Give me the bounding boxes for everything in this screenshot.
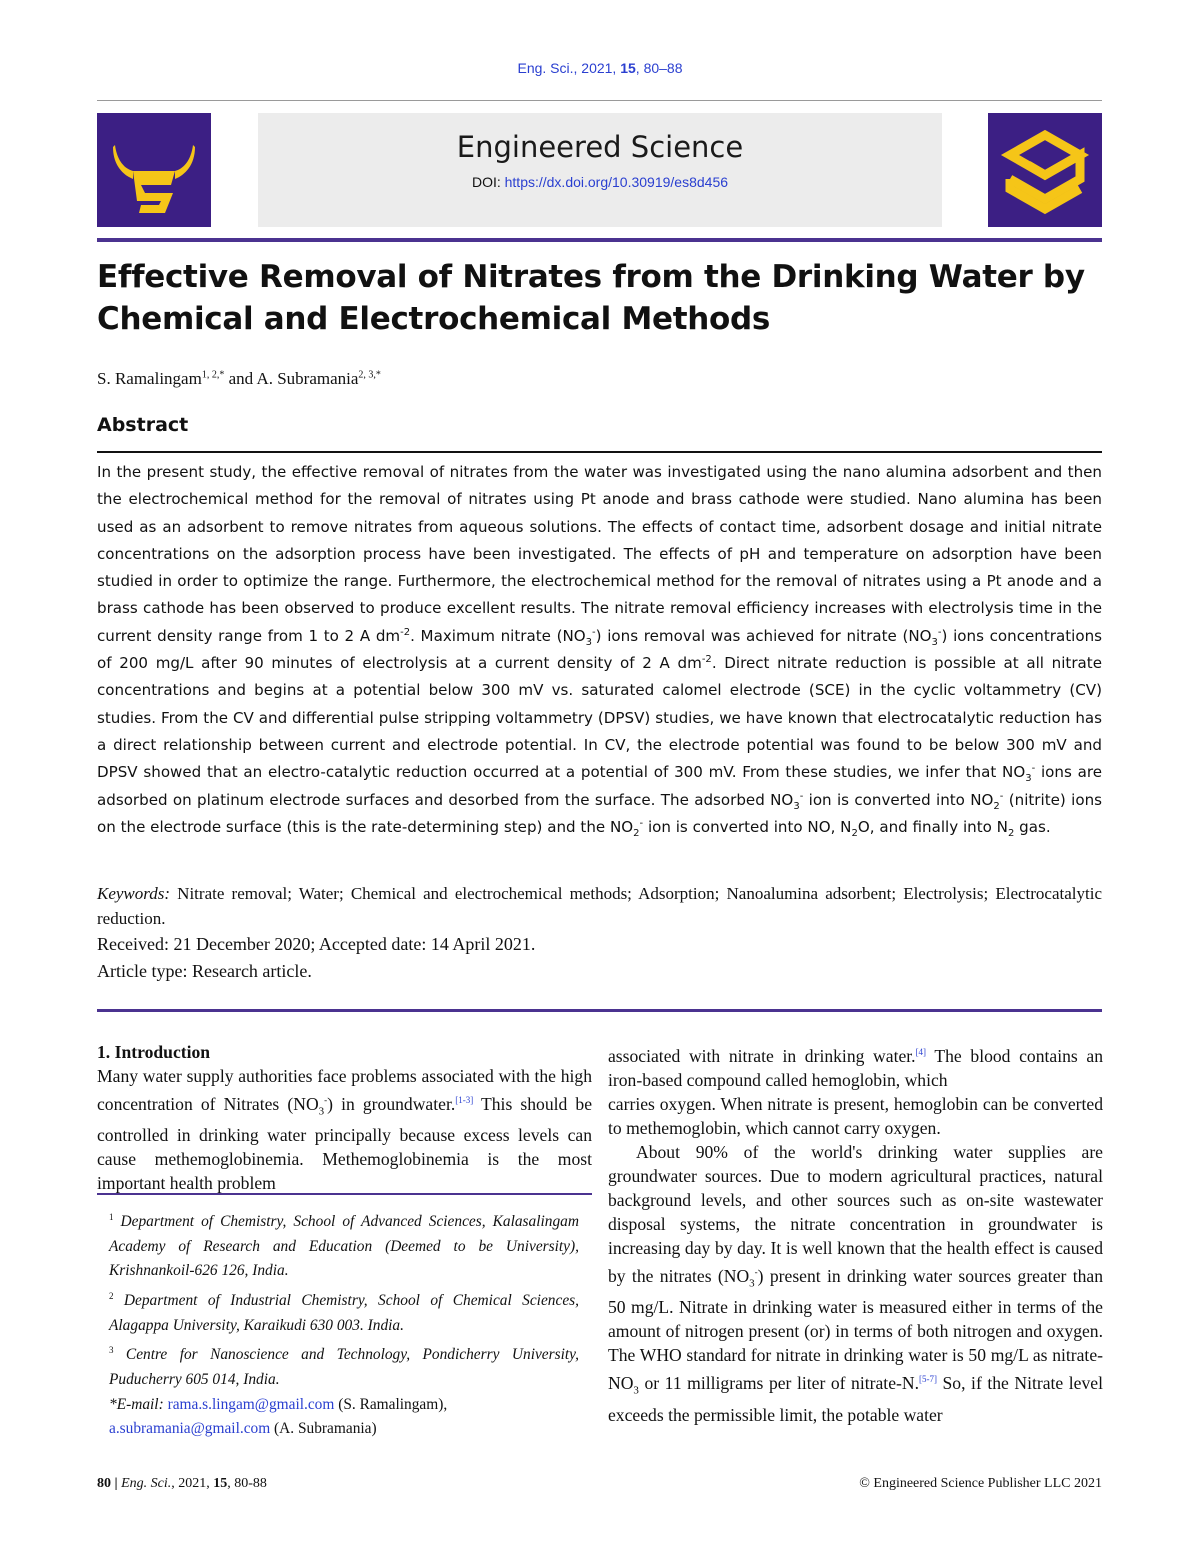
journal-logo-es-icon [988, 113, 1102, 227]
intro-paragraph: Many water supply authorities face problems associated with the high concentration of Nitrates $(NO_3^-)$ in groundwater.[1-3] This should be controlled in drinking water principally because excess levels can cause methemoglobinemia. Methemoglobinemia is the most important health problem [97, 1066, 593, 1194]
intro-paragraph: associated with nitrate in drinking water.[4] The blood contains an iron-based compound called hemoglobin, which [608, 1045, 1103, 1090]
citation-link[interactable]: [5-7] [918, 1374, 937, 1385]
copyright-notice: © Engineered Science Publisher LLC 2021 [859, 1476, 1102, 1491]
affiliation-1: $^1$ Department of Chemistry, School of Advanced Sciences, Kalasalingam Academy of Research and Education (Deemed to be University), Krishnankoil-626 126, India. [109, 1212, 579, 1280]
abstract-body: In the present study, the effective removal of nitrates from the water was investigated using the nano alumina adsorbent and then the electrochemical method for the removal of nitrates using Pt anode and brass cathode were studied. Nano alumina has been used as an adsorbent to remove nitrates from aqueous solutions. The effects of contact time, adsorbent dosage and initial nitrate concentrations on the adsorption process have been investigated. The effects of pH and temperature on adsorption have been studied in order to optimize the range. Furthermore, the electrochemical method for the removal of nitrates using a Pt anode and a brass cathode has been observed to produce excellent results. The nitrate removal efficiency increases with electrolysis time in the current density range from 1 to 2 A $dm^{-2}$. Maximum nitrate $(NO_3^-)$ ions removal was achieved for nitrate $(NO_3^-)$ ions concentrations of 200 mg/L after 90 minutes of electrolysis at a current density of 2 A $dm^{-2}$. Direct nitrate reduction is possible at all nitrate concentrations and begins at a potential below 300 mV vs. saturated calomel electrode (SCE) in the cyclic voltammetry (CV) studies. From the CV and differential pulse stripping voltammetry (DPSV) studies, we have known that electrocatalytic reduction has a direct relationship between current and electrode potential. In CV, the electrode potential was found to be below 300 mV and DPSV showed that an electro-catalytic reduction occurred at a potential of 300 mV. From these studies, we infer that $NO_3^-$ ions are adsorbed on platinum electrode surfaces and desorbed from the surface. The adsorbed $NO_3^-$ ion is converted into $NO_2^-$ (nitrite) ions on the electrode surface (this is the rate-determining step) and the $NO_2^-$ ion is converted into NO, $N_2O$, and finally into $N_2$ gas. [97, 463, 1103, 839]
journal-logo-bull-icon [97, 113, 211, 227]
journal-citation-pages: , 80–88 [635, 60, 683, 76]
affiliation-2: $^2$ Department of Industrial Chemistry, School of Chemical Sciences, Alagappa University, Karaikudi 630 003. India. [109, 1290, 579, 1334]
keywords-label: Keywords: [97, 884, 171, 903]
article-type: Article type: Research article. [97, 961, 312, 981]
section-heading: 1. Introduction [97, 1042, 211, 1062]
author-affiliation-marker: 1, 2,* [201, 369, 225, 381]
received-dates: Received: 21 December 2020; Accepted date: 14 April 2021. [97, 934, 536, 954]
author-line [97, 369, 381, 389]
email-line: a.subramania@gmail.com (A. Subramania) [109, 1420, 377, 1438]
intro-paragraph: About 90% of the world's drinking water supplies are groundwater sources. Due to modern agricultural practices, natural background levels, and other sources such as on-site wastewater disposal systems, the nitrate concentration in groundwater is increasing day by day. It is well known that the health effect is caused by the nitrates $(NO_3^-)$ present in drinking water sources greater than 50 mg/L. Nitrate in drinking water is measured either in terms of the amount of nitrogen present (or) in terms of both nitrogen and oxygen. The WHO standard for nitrate in drinking water is 50 mg/L as nitrate-$NO_3$ or 11 milligrams per liter of nitrate-N.[5-7] So, if the Nitrate level exceeds the permissible limit, the potable water [608, 1141, 1103, 1425]
author-conjunction: and [224, 369, 257, 388]
email-line: *E-mail: rama.s.lingam@gmail.com (S. Ramalingam), [109, 1395, 448, 1413]
journal-banner [258, 113, 942, 227]
journal-citation-volume: 15 [620, 60, 636, 76]
footnote-divider [97, 1193, 592, 1195]
affiliation-3: $^3$ Centre for Nanoscience and Technology, Pondicherry University, Puducherry 605 014, India. [109, 1345, 579, 1388]
right-column [608, 1040, 1103, 1427]
affiliation-footnotes [109, 1205, 579, 1442]
author-affiliation-marker: 2, 3,* [358, 369, 381, 381]
abstract-divider [97, 451, 1102, 453]
left-column [97, 1040, 592, 1195]
journal-citation-line [0, 60, 1200, 76]
email-link[interactable]: rama.s.lingam@gmail.com [167, 1395, 335, 1413]
author-name: A. Subramania [256, 369, 359, 388]
abstract-heading: Abstract [97, 414, 189, 436]
keywords [97, 881, 1102, 931]
paper-title: Effective Removal of Nitrates from the Drinking Water by Chemical and Electrochemical Methods [97, 259, 1085, 337]
top-divider [97, 100, 1102, 101]
page-footer-citation: 80 | Eng. Sci., 2021, 15, 80-88 [97, 1476, 267, 1491]
doi-line [258, 174, 942, 190]
email-link[interactable]: a.subramania@gmail.com [109, 1420, 271, 1438]
header-divider [97, 238, 1102, 242]
author-name: S. Ramalingam [97, 369, 202, 388]
keywords-list: Nitrate removal; Water; Chemical and electrochemical methods; Adsorption; Nanoalumina adsorbent; Electrolysis; Electrocatalytic reduction. [97, 884, 1102, 928]
intro-paragraph: carries oxygen. When nitrate is present, hemoglobin can be converted to methemoglobin, which cannot carry oxygen. [608, 1093, 1103, 1138]
section-divider [97, 1009, 1102, 1012]
doi-label: DOI: [471, 174, 505, 190]
doi-link[interactable]: https://dx.doi.org/10.30919/es8d456 [504, 174, 729, 190]
citation-link[interactable]: [1-3] [455, 1095, 474, 1105]
citation-link[interactable]: [4] [915, 1047, 927, 1057]
journal-name: Engineered Science [456, 130, 744, 164]
page-number: 80 [97, 1476, 111, 1491]
journal-citation-prefix: Eng. Sci., 2021, [517, 60, 621, 76]
